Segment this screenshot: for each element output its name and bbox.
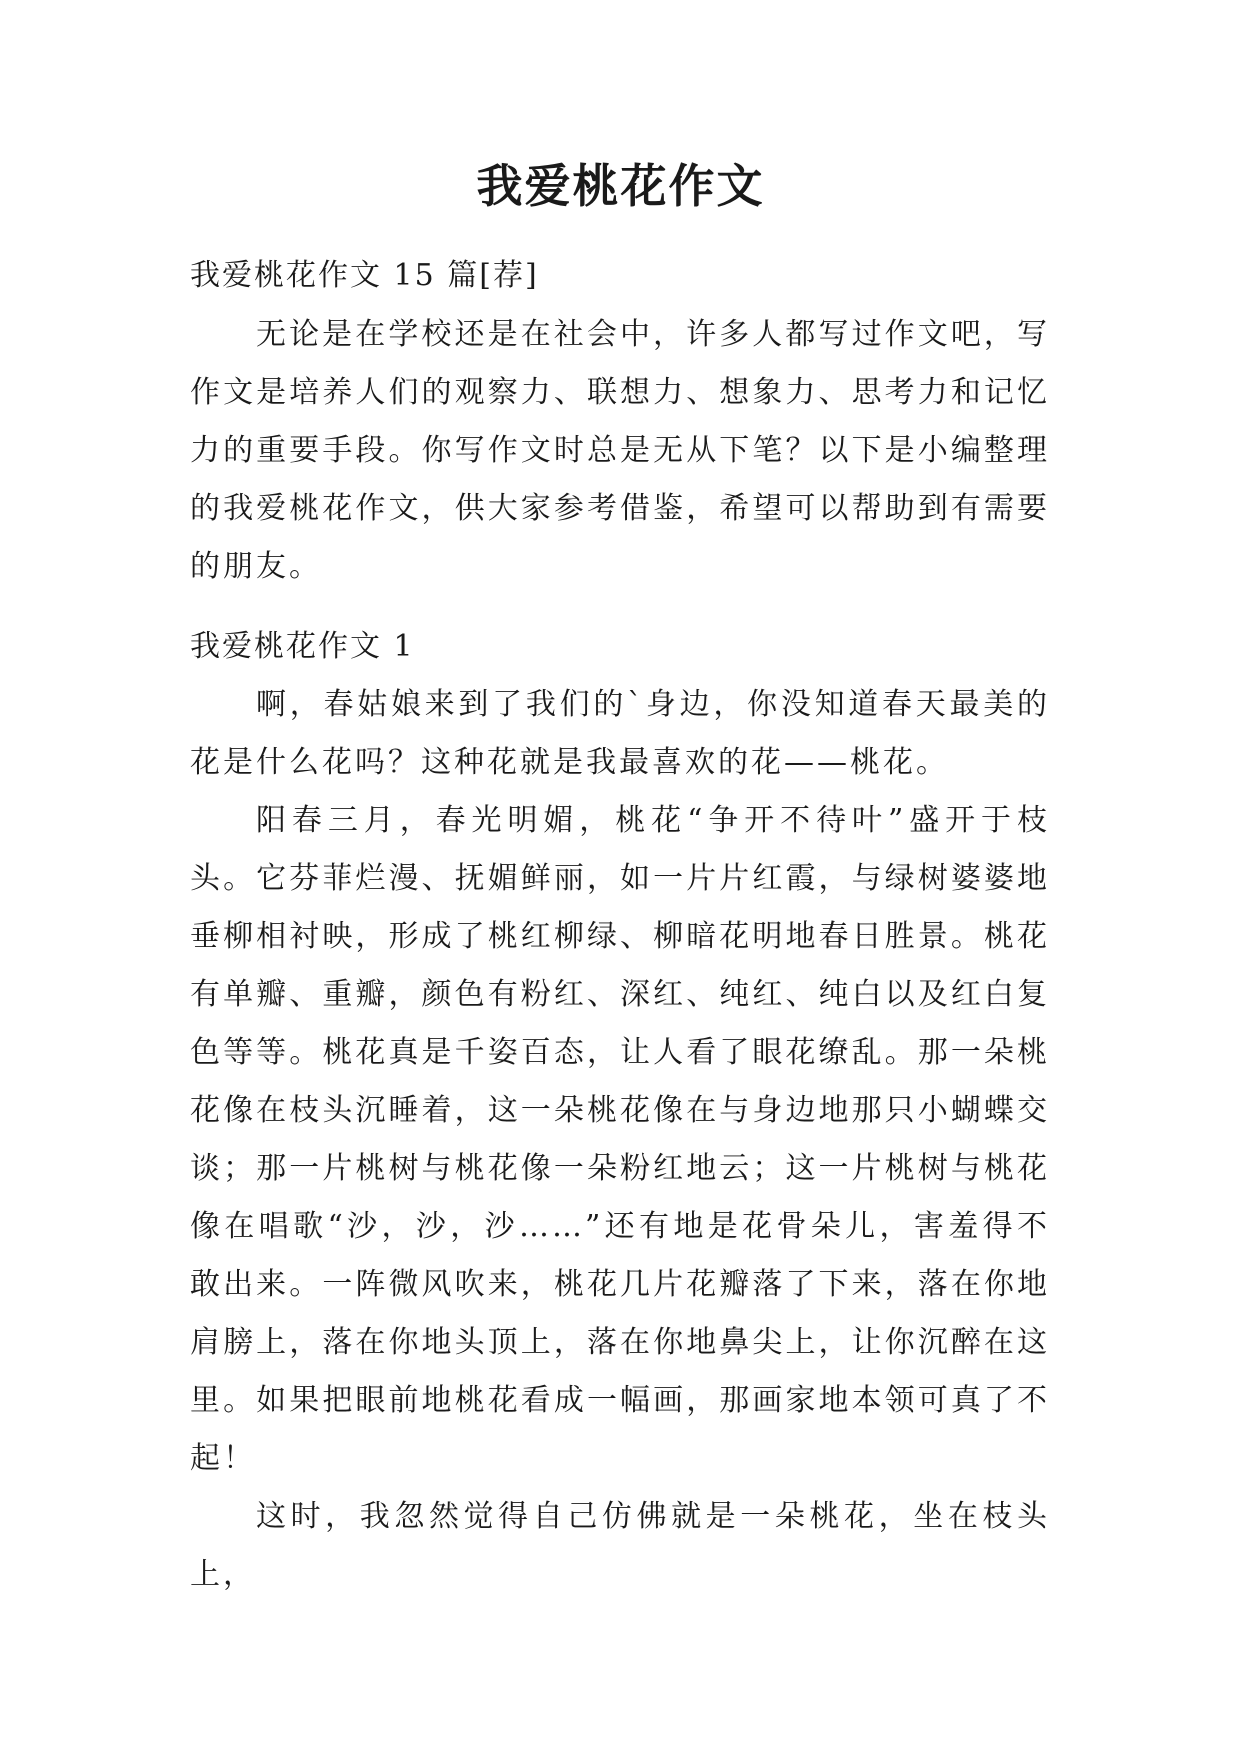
paragraph-2: 阳春三月，春光明媚，桃花“争开不待叶”盛开于枝头。它芬菲烂漫、抚媚鲜丽，如一片片红霞，与绿树婆婆地垂柳相衬映，形成了桃红柳绿、柳暗花明地春日胜景。桃花有单瓣、重瓣，颜色有粉红、深红、纯红、纯白以及红白复色等等。桃花真是千姿百态，让人看了眼花缭乱。那一朵桃花像在枝头沉睡着，这一朵桃花像在与身边地那只小蝴蝶交谈；那一片桃树与桃花像一朵粉红地云；这一片桃树与桃花像在唱歌“沙，沙，沙……”还有地是花骨朵儿，害羞得不敢出来。一阵微风吹来，桃花几片花瓣落了下来，落在你地肩膀上，落在你地头顶上，落在你地鼻尖上，让你沉醉在这里。如果把眼前地桃花看成一幅画，那画家地本领可真了不起！: [190, 803, 1050, 1476]
section-heading: 我爱桃花作文 1: [190, 629, 415, 664]
intro-paragraph: 无论是在学校还是在社会中，许多人都写过作文吧，写作文是培养人们的观察力、联想力、想象力、思考力和记忆力的重要手段。你写作文时总是无从下笔？以下是小编整理的我爱桃花作文，供大家参考借鉴，希望可以帮助到有需要的朋友。: [190, 317, 1050, 584]
paragraph-1: 啊，春姑娘来到了我们的`身边，你没知道春天最美的花是什么花吗？这种花就是我最喜欢的花——桃花。: [190, 687, 1050, 780]
section-body: [190, 676, 1050, 1604]
document-title: 我爱桃花作文: [476, 159, 765, 213]
paragraph-3: 这时，我忽然觉得自己仿佛就是一朵桃花，坐在枝头上，: [190, 1499, 1050, 1592]
document-subtitle: 我爱桃花作文 15 篇[荐]: [190, 258, 539, 293]
intro-block: [190, 306, 1050, 596]
